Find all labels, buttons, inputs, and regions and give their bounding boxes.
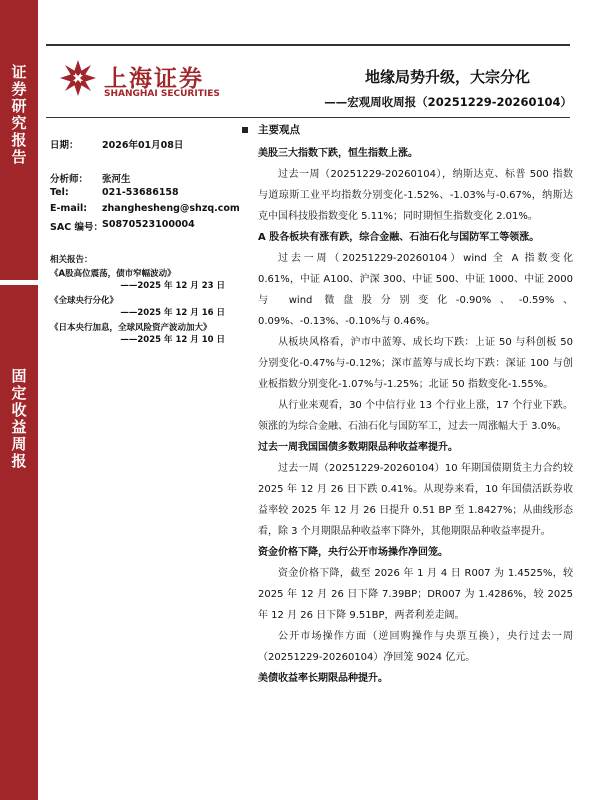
main-content <box>258 120 573 689</box>
related-report-date: ——2025 年 12 月 23 日 <box>120 281 225 291</box>
related-report-item[interactable] <box>50 295 230 319</box>
paragraph: 过去一周（20251229-20260104）10 年期国债期货主力合约较 2025 年 12 月 26 日下跌 0.41%。从现券来看，10 年国债活跃券收益率较 2025 年 12 月 26 日提升 0.51 BP 至 1.8427%；从曲线形态看，除 3 个月期限品种收益率下降外，其他期限品种收益率提升。 <box>258 463 573 537</box>
brand-name-cn: 上海证券 <box>104 66 204 92</box>
key-point-heading: 美股三大指数下跌，恒生指数上涨。 <box>258 148 418 159</box>
related-report-title[interactable]: 《A股高位震荡，债市窄幅波动》 <box>50 269 176 279</box>
report-title: 地缘局势升级，大宗分化 <box>364 68 530 86</box>
related-report-title[interactable]: 《全球央行分化》 <box>50 296 119 306</box>
section-heading: 主要观点 <box>242 120 573 141</box>
key-point-heading: 美债收益率长期限品种提升。 <box>258 673 388 684</box>
shanghai-securities-logo-icon <box>58 58 98 98</box>
sidebar-bottom-band <box>0 285 38 800</box>
square-bullet-icon <box>242 127 248 133</box>
brand-name-en: SHANGHAI SECURITIES <box>104 89 220 99</box>
paragraph: 资金价格下降，截至 2026 年 1 月 4 日 R007 为 1.4525%，较 2025 年 12 月 26 日下降 7.39BP；DR007 为 1.4286%，较 2025 年 12 月 26 日下降 9.51BP，两者利差走阔。 <box>258 568 573 621</box>
related-reports-label: 相关报告： <box>50 255 93 265</box>
report-subtitle: ——宏观周收周报（20251229-20260104） <box>324 95 572 109</box>
paragraph: 从板块风格看，沪市中蓝筹、成长均下跌：上证 50 与科创板 50 分别变化-0.47%与-0.12%；深市蓝筹与成长均下跌：深证 100 与创业板指数分别变化-1.07%与-1.25%；北证 50 指数变化-1.55%。 <box>258 337 573 390</box>
key-point-heading: A 股各板块有涨有跌，综合金融、石油石化与国防军工等领涨。 <box>258 232 540 243</box>
header-top-rule <box>46 44 570 46</box>
key-point-heading: 过去一周我国国债多数期限品种收益率提升。 <box>258 442 458 453</box>
related-report-title[interactable]: 《日本央行加息，全球风险资产波动加大》 <box>50 323 212 333</box>
paragraph: 过去一周（20251229-20260104），纳斯达克、标普 500 指数与道琼斯工业平均指数分别变化-1.52%、-1.03%与-0.67%，纳斯达克中国科技股指数变化 5.11%；同时期恒生指数变化 2.01%。 <box>258 169 573 222</box>
paragraph: 从行业来观看，30 个中信行业 13 个行业上涨，17 个行业下跌。领涨的为综合金融、石油石化与国防军工，过去一周涨幅大于 3.0%。 <box>258 400 573 432</box>
key-point-heading: 资金价格下降，央行公开市场操作净回笼。 <box>258 547 448 558</box>
related-report-item[interactable] <box>50 322 230 346</box>
sidebar-label-fixed-income-weekly: 固定收益周报 <box>11 367 27 470</box>
paragraph: 公开市场操作方面（逆回购操作与央票互换），央行过去一周（20251229-20260104）净回笼 9024 亿元。 <box>258 631 573 663</box>
related-report-date: ——2025 年 12 月 10 日 <box>120 335 225 345</box>
header-bottom-rule <box>46 117 570 118</box>
related-report-date: ——2025 年 12 月 16 日 <box>120 308 225 318</box>
sidebar-label-research-report: 证券研究报告 <box>11 63 27 166</box>
paragraph: 过去一周（20251229-20260104）wind 全 A 指数变化 0.61%，中证 A100、沪深 300、中证 500、中证 1000、中证 2000 与 wind 微盘股分别变化-0.90%、-0.59%、0.09%、-0.13%、-0.10%与 0.46%。 <box>258 253 573 327</box>
related-report-item[interactable] <box>50 268 230 292</box>
